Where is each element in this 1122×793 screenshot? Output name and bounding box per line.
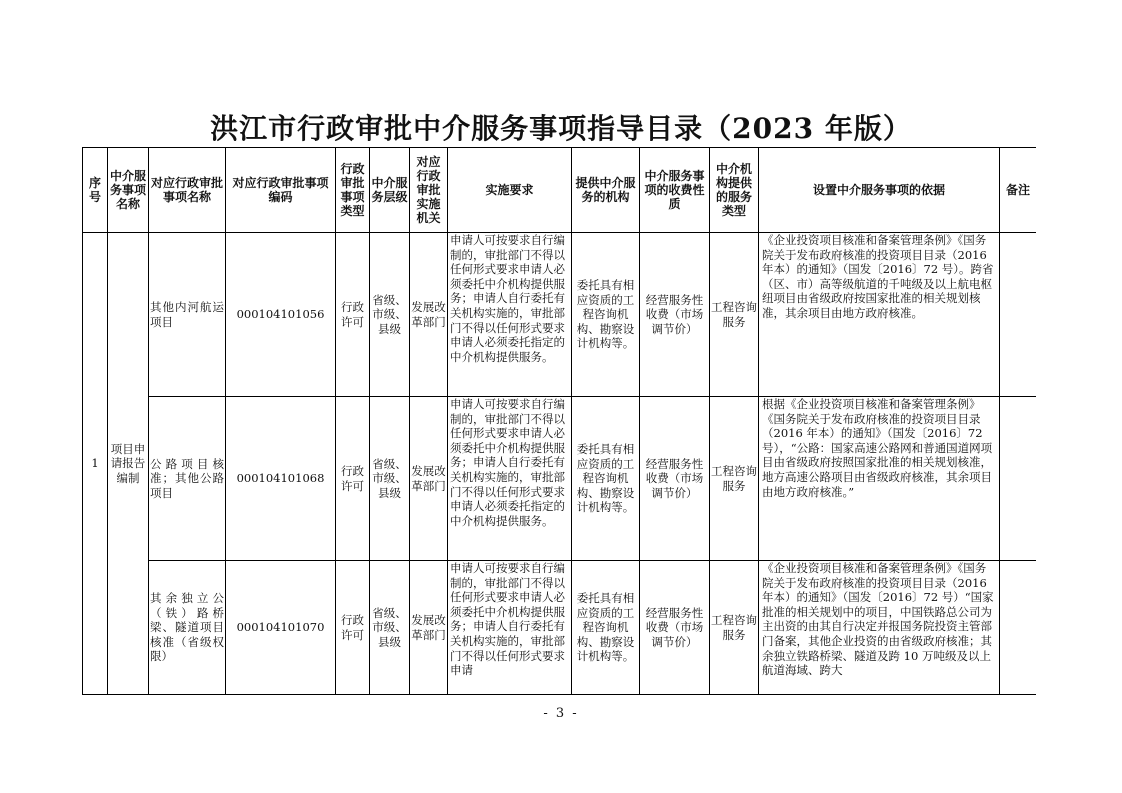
cell-admin-type: 行政许可 [336, 397, 370, 561]
page-number: - 3 - [543, 706, 579, 721]
cell-remark [1000, 561, 1037, 695]
cell-admin-item-name: 其他内河航运项目 [149, 233, 226, 397]
header-provider-type: 中介机构提供的服务类型 [710, 148, 759, 233]
header-provider: 提供中介服务的机构 [572, 148, 640, 233]
page-title: 洪江市行政审批中介服务事项指导目录（2023 年版） [210, 112, 912, 145]
header-service-level: 中介服务层级 [370, 148, 410, 233]
cell-admin-type: 行政许可 [336, 561, 370, 695]
cell-remark [1000, 233, 1037, 397]
cell-fee-nature: 经营服务性收费（市场调节价） [640, 233, 710, 397]
cell-remark [1000, 397, 1037, 561]
cell-requirement: 申请人可按要求自行编制的，审批部门不得以任何形式要求申请人必须委托中介机构提供服务；申请人自行委托有关机构实施的，审批部门不得以任何形式要求申请人必须委托指定的中介机构提供服务。 [448, 397, 572, 561]
header-admin-item-code: 对应行政审批事项编码 [226, 148, 336, 233]
header-row [83, 148, 1037, 233]
cell-admin-item-name: 其余独立公（铁）路桥梁、隧道项目核准（省级权限） [149, 561, 226, 695]
header-service-name: 中介服务事项名称 [108, 148, 149, 233]
header-fee-nature: 中介服务事项的收费性质 [640, 148, 710, 233]
cell-basis: 根据《企业投资项目核准和备案管理条例》《国务院关于发布政府核准的投资项目目录（2016 年本）的通知》（国发〔2016〕72 号），“公路：国家高速公路网和普通国道网项目由省级政府按照国家批准的相关规划核准，地方高速公路项目由省级政府核准，其余项目由地方政府核准。” [759, 397, 1000, 561]
cell-fee-nature: 经营服务性收费（市场调节价） [640, 561, 710, 695]
cell-seq: 1 [83, 233, 108, 695]
catalog-table-wrapper [82, 147, 1036, 695]
header-exec-org: 对应行政审批实施机关 [410, 148, 448, 233]
cell-provider-type: 工程咨询服务 [710, 233, 759, 397]
table-row [83, 233, 1037, 397]
cell-admin-item-code: 000104101056 [226, 233, 336, 397]
cell-basis: 《企业投资项目核准和备案管理条例》《国务院关于发布政府核准的投资项目目录（2016 年本）的通知》（国发〔2016〕72 号）“国家批准的相关规划中的项目，中国铁路总公司为主出资的由其自行决定并报国务院投资主管部门备案，其他企业投资的由省级政府核准；其余独立铁路桥梁、隧道及跨 10 万吨级及以上航道海域、跨大 [759, 561, 1000, 695]
cell-service-level: 省级、市级、县级 [370, 233, 410, 397]
cell-exec-org: 发展改革部门 [410, 233, 448, 397]
header-admin-item-name: 对应行政审批事项名称 [149, 148, 226, 233]
cell-provider: 委托具有相应资质的工程咨询机构、勘察设计机构等。 [572, 561, 640, 695]
cell-provider-type: 工程咨询服务 [710, 561, 759, 695]
table-row [83, 561, 1037, 695]
cell-exec-org: 发展改革部门 [410, 561, 448, 695]
cell-service-name: 项目申请报告编制 [108, 233, 149, 695]
cell-basis: 《企业投资项目核准和备案管理条例》《国务院关于发布政府核准的投资项目目录（2016 年本）的通知》（国发〔2016〕72 号）。跨省（区、市）高等级航道的千吨级及以上航电枢纽项目由省级政府按国家批准的相关规划核准，其余项目由地方政府核准。 [759, 233, 1000, 397]
cell-service-level: 省级、市级、县级 [370, 397, 410, 561]
catalog-table [82, 147, 1036, 695]
header-basis: 设置中介服务事项的依据 [759, 148, 1000, 233]
cell-admin-item-code: 000104101068 [226, 397, 336, 561]
cell-requirement: 申请人可按要求自行编制的，审批部门不得以任何形式要求申请人必须委托中介机构提供服务；申请人自行委托有关机构实施的，审批部门不得以任何形式要求申请人必须委托指定的中介机构提供服务。 [448, 233, 572, 397]
cell-admin-item-code: 000104101070 [226, 561, 336, 695]
cell-admin-type: 行政许可 [336, 233, 370, 397]
header-seq: 序号 [83, 148, 108, 233]
cell-exec-org: 发展改革部门 [410, 397, 448, 561]
cell-provider: 委托具有相应资质的工程咨询机构、勘察设计机构等。 [572, 397, 640, 561]
header-admin-type: 行政审批事项类型 [336, 148, 370, 233]
cell-provider-type: 工程咨询服务 [710, 397, 759, 561]
cell-provider: 委托具有相应资质的工程咨询机构、勘察设计机构等。 [572, 233, 640, 397]
cell-requirement: 申请人可按要求自行编制的，审批部门不得以任何形式要求申请人必须委托中介机构提供服务；申请人自行委托有关机构实施的，审批部门不得以任何形式要求申请 [448, 561, 572, 695]
cell-fee-nature: 经营服务性收费（市场调节价） [640, 397, 710, 561]
cell-admin-item-name: 公路项目核准；其他公路项目 [149, 397, 226, 561]
table-row [83, 397, 1037, 561]
header-requirement: 实施要求 [448, 148, 572, 233]
cell-service-level: 省级、市级、县级 [370, 561, 410, 695]
header-remark: 备注 [1000, 148, 1037, 233]
